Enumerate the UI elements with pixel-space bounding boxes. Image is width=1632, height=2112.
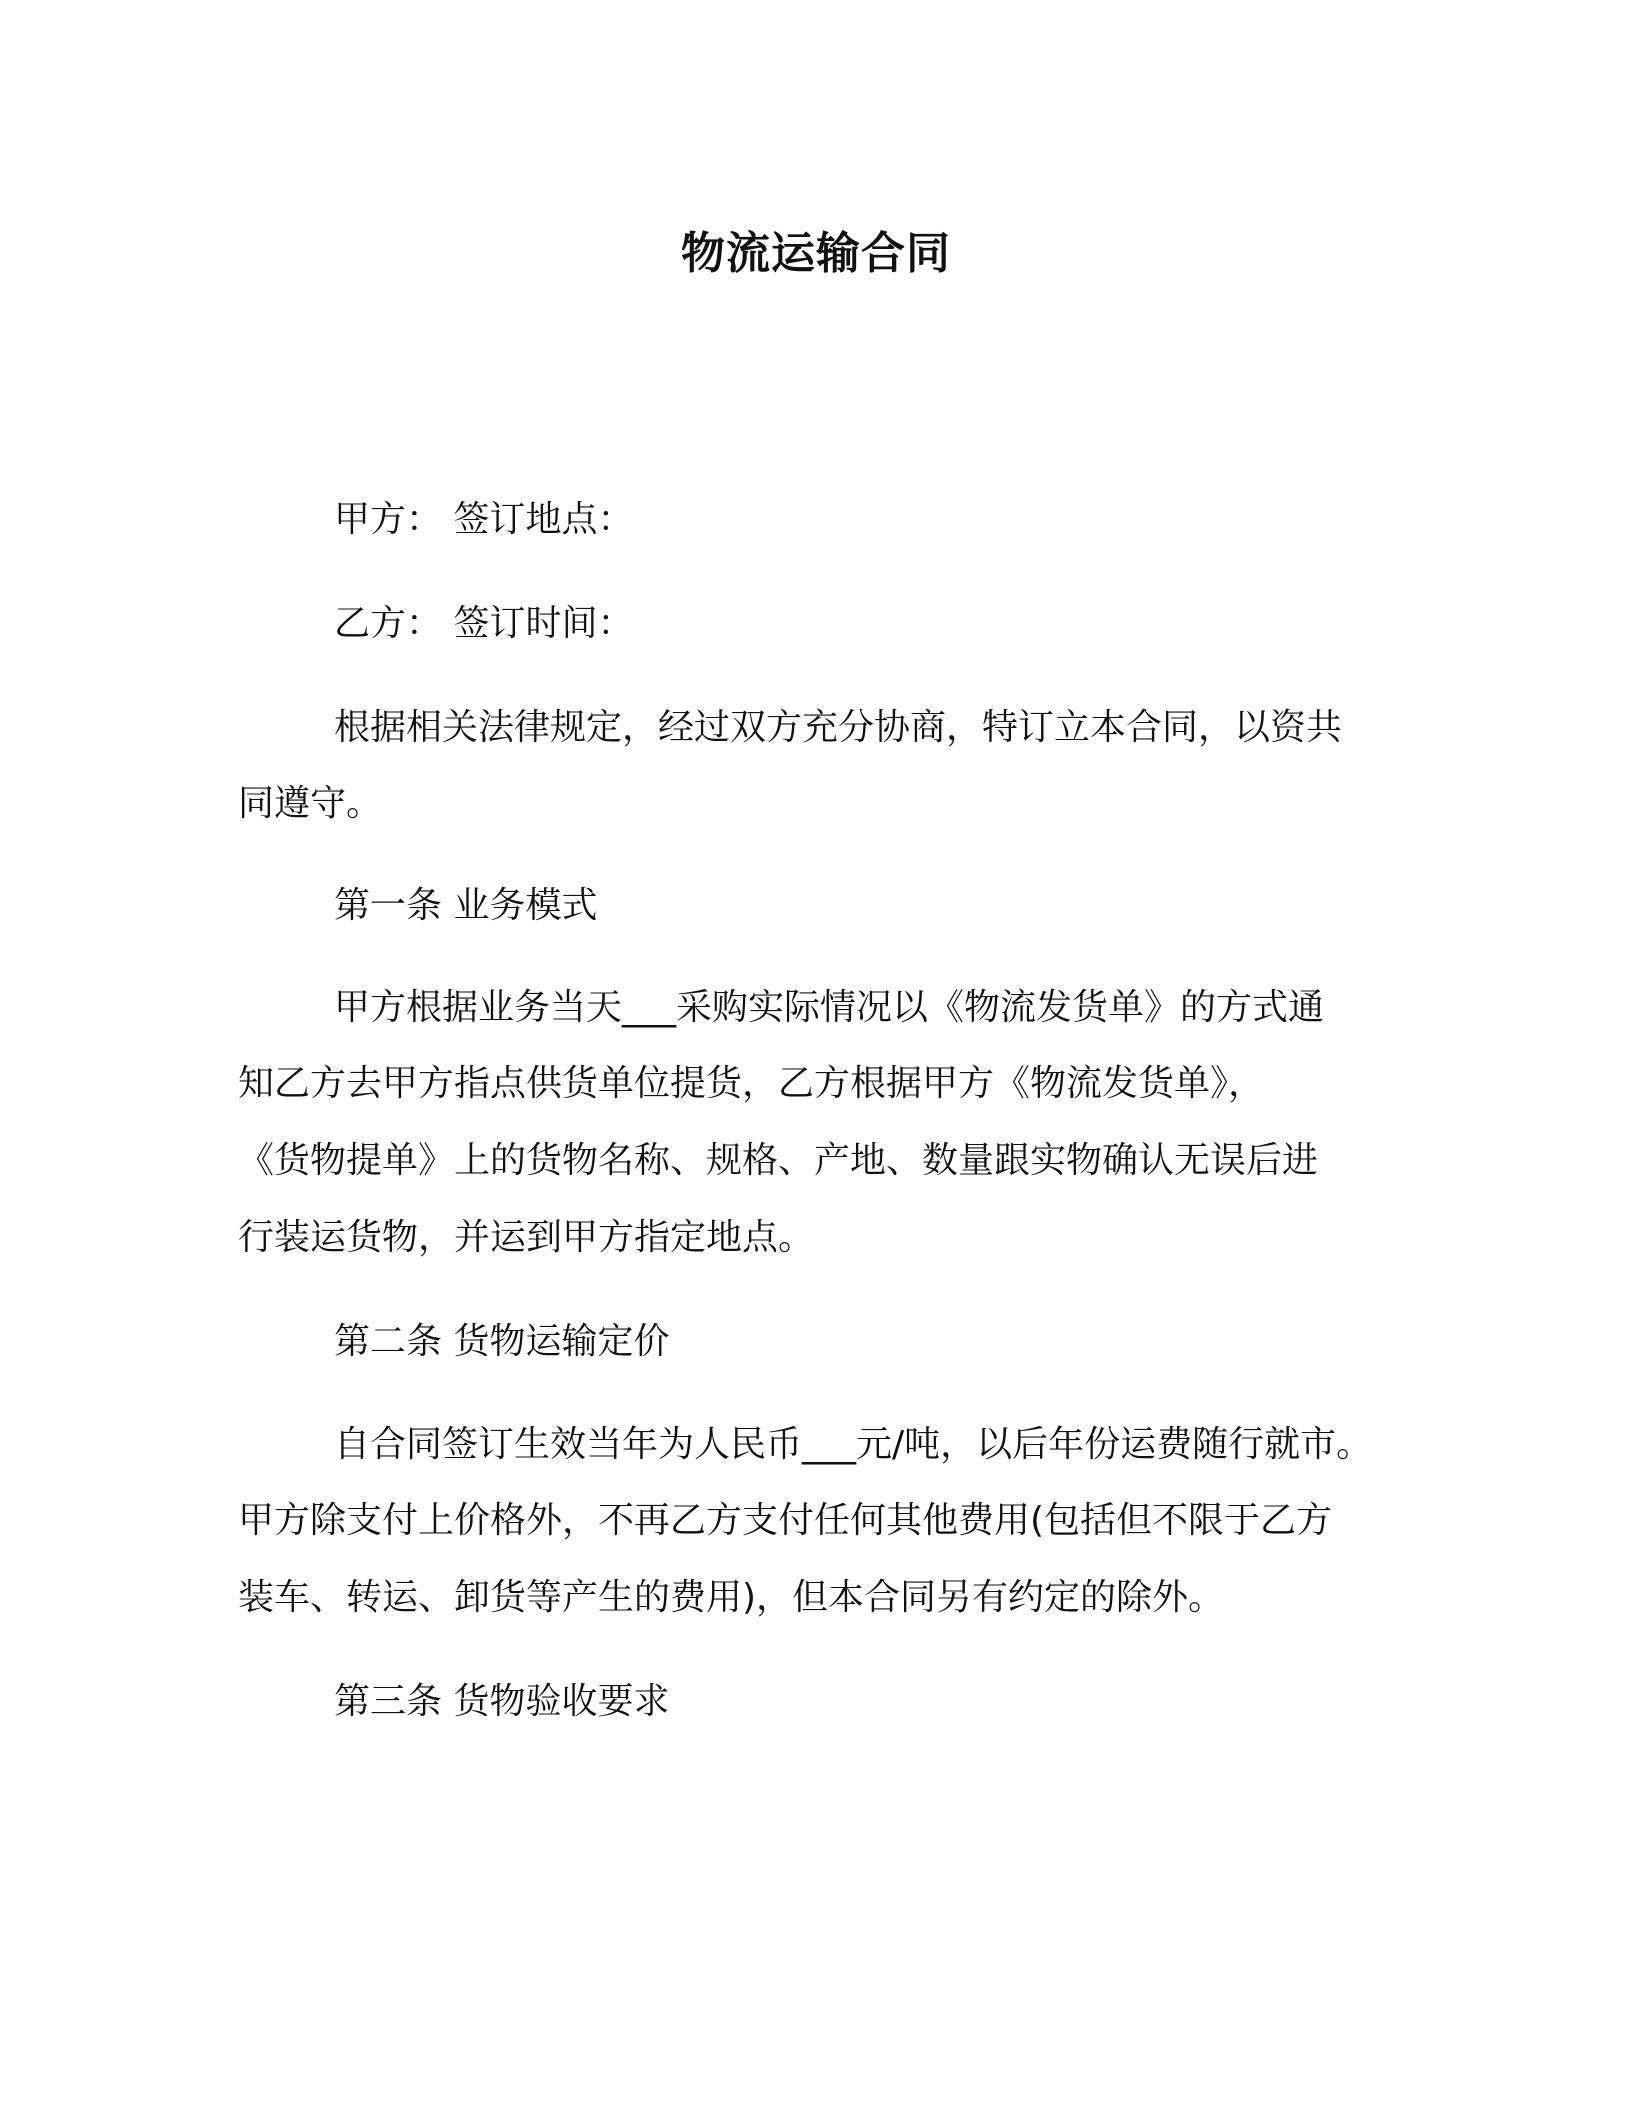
party-b-line: 乙方： 签订时间： xyxy=(334,603,634,644)
article-2-line-2: 甲方除支付上价格外，不再乙方支付任何其他费用(包括但不限于乙方 xyxy=(238,1500,1333,1541)
preamble-line-1: 根据相关法律规定，经过双方充分协商，特订立本合同，以资共 xyxy=(334,707,1343,748)
article-1-line-1: 甲方根据业务当天___采购实际情况以《物流发货单》的方式通 xyxy=(334,987,1325,1028)
party-a-line: 甲方： 签订地点： xyxy=(334,499,634,540)
article-1-heading: 第一条 业务模式 xyxy=(334,885,598,926)
article-2-line-3: 装车、转运、卸货等产生的费用)，但本合同另有约定的除外。 xyxy=(238,1577,1225,1618)
article-3-heading: 第三条 货物验收要求 xyxy=(334,1681,670,1722)
article-2-line-1: 自合同签订生效当年为人民币___元/吨，以后年份运费随行就市。 xyxy=(334,1424,1373,1465)
article-1-line-4: 行装运货物，并运到甲方指定地点。 xyxy=(238,1217,815,1258)
article-1-line-3: 《货物提单》上的货物名称、规格、产地、数量跟实物确认无误后进 xyxy=(238,1140,1319,1181)
article-2-heading: 第二条 货物运输定价 xyxy=(334,1321,670,1362)
article-1-line-2: 知乙方去甲方指点供货单位提货，乙方根据甲方《物流发货单》， xyxy=(238,1063,1265,1104)
preamble-line-2: 同遵守。 xyxy=(238,783,383,824)
document-title: 物流运输合同 xyxy=(681,228,951,279)
